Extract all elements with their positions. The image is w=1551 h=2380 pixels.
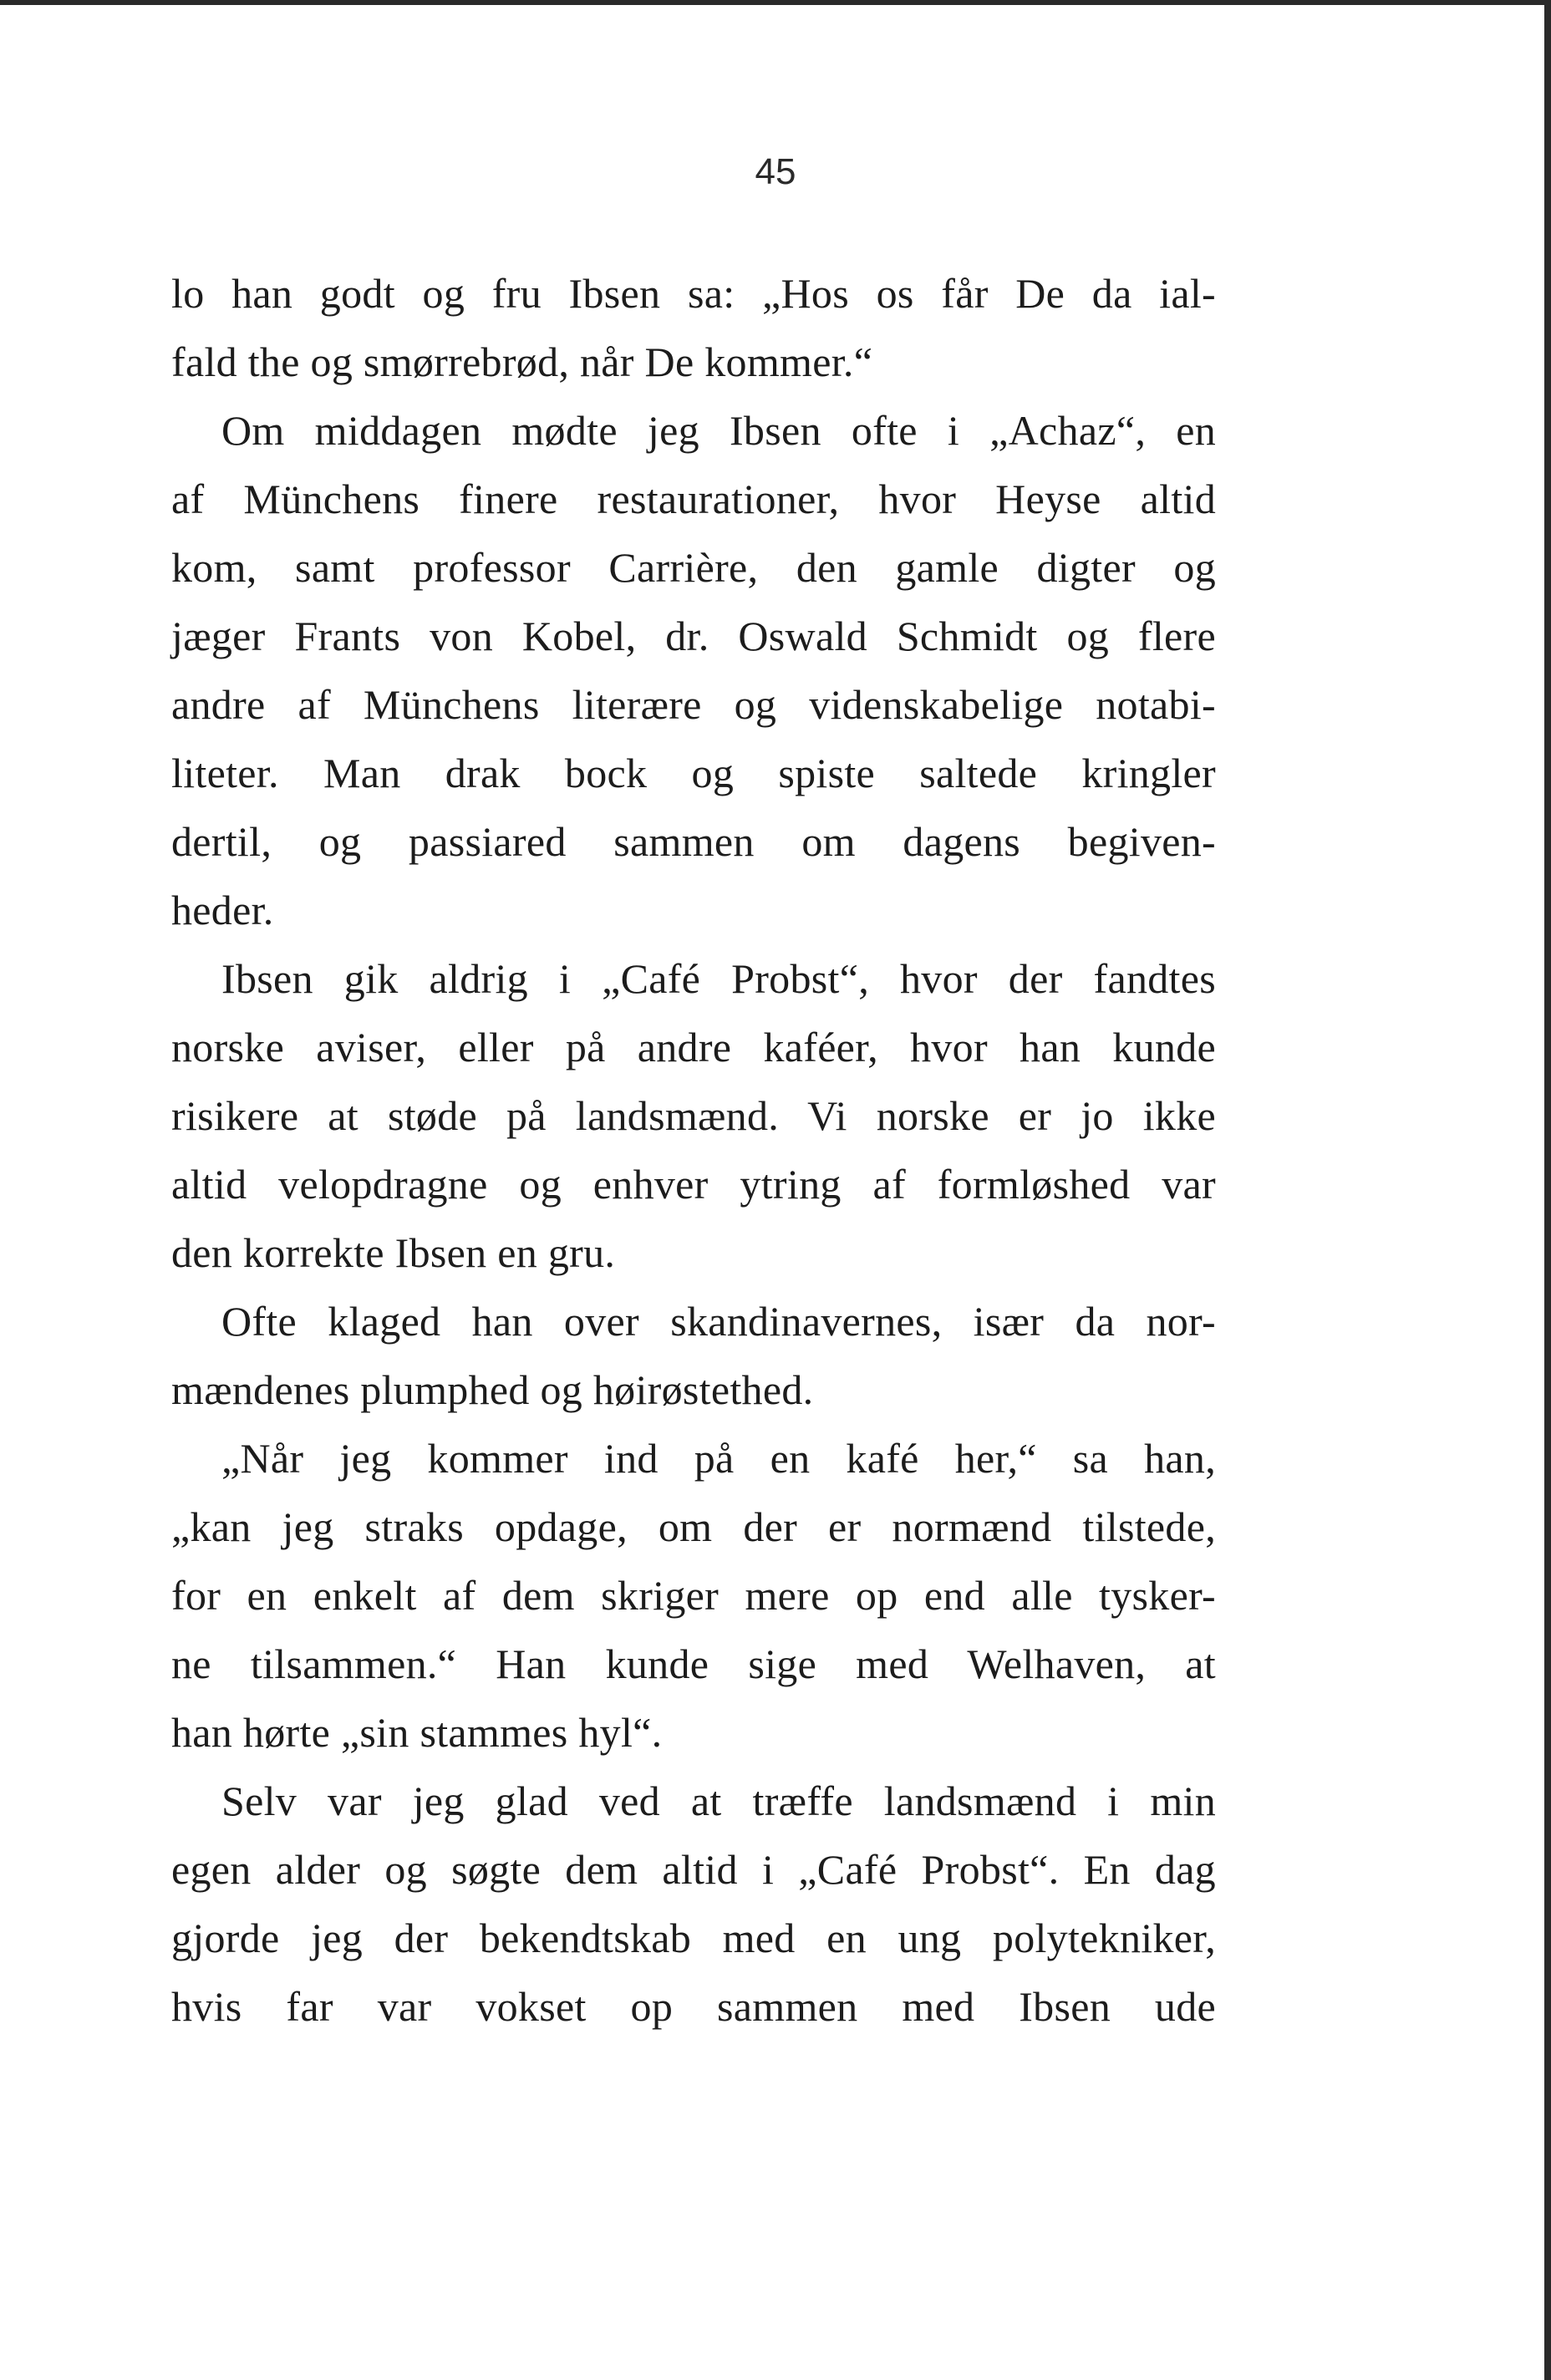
text-line: for en enkelt af dem skriger mere op end alle tysker- xyxy=(171,1572,1216,1619)
text-line: lo han godt og fru Ibsen sa: „Hos os får De da ial- xyxy=(171,270,1216,317)
text-line: altid velopdragne og enhver ytring af formløshed var xyxy=(171,1161,1216,1208)
paragraph xyxy=(171,944,1216,1287)
text-line: hvis far var vokset op sammen med Ibsen ude xyxy=(171,1983,1216,2030)
text-line: ne tilsammen.“ Han kunde sige med Welhaven, at xyxy=(171,1640,1216,1687)
text-line: liteter. Man drak bock og spiste saltede kringler xyxy=(171,750,1216,796)
text-line: fald the og smørrebrød, når De kommer.“ xyxy=(171,338,873,385)
text-line: risikere at støde på landsmænd. Vi norske er jo ikke xyxy=(171,1092,1216,1139)
text-line: Ofte klaged han over skandinavernes, især da nor- xyxy=(221,1298,1216,1345)
text-line: Om middagen mødte jeg Ibsen ofte i „Achaz“, en xyxy=(221,407,1216,454)
text-line: egen alder og søgte dem altid i „Café Probst“. En dag xyxy=(171,1846,1216,1893)
text-line: „Når jeg kommer ind på en kafé her,“ sa han, xyxy=(221,1435,1216,1482)
text-line: jæger Frants von Kobel, dr. Oswald Schmidt og flere xyxy=(171,613,1216,659)
body-text xyxy=(171,259,1216,2041)
text-line: gjorde jeg der bekendtskab med en ung polytekniker, xyxy=(171,1915,1216,1961)
text-line: Ibsen gik aldrig i „Café Probst“, hvor der fandtes xyxy=(221,955,1216,1002)
text-line: han hørte „sin stammes hyl“. xyxy=(171,1709,663,1756)
text-line: „kan jeg straks opdage, om der er normænd tilstede, xyxy=(171,1503,1216,1550)
text-line: Selv var jeg glad ved at træffe landsmænd i min xyxy=(221,1777,1216,1824)
paragraph xyxy=(171,396,1216,944)
paragraph xyxy=(171,1424,1216,1767)
paragraph xyxy=(171,1767,1216,2041)
text-line: heder. xyxy=(171,887,274,933)
text-line: mændenes plumphed og høirøstethed. xyxy=(171,1366,814,1413)
text-line: norske aviser, eller på andre kaféer, hvor han kunde xyxy=(171,1024,1216,1070)
text-line: andre af Münchens literære og videnskabelige notabi- xyxy=(171,681,1216,728)
text-line: kom, samt professor Carrière, den gamle digter og xyxy=(171,544,1216,591)
text-line: dertil, og passiared sammen om dagens begiven- xyxy=(171,818,1216,865)
page-number: 45 xyxy=(755,151,796,192)
text-line: den korrekte Ibsen en gru. xyxy=(171,1229,616,1276)
text-line: af Münchens finere restaurationer, hvor Heyse altid xyxy=(171,475,1216,522)
paragraph xyxy=(171,259,1216,396)
paragraph xyxy=(171,1287,1216,1424)
